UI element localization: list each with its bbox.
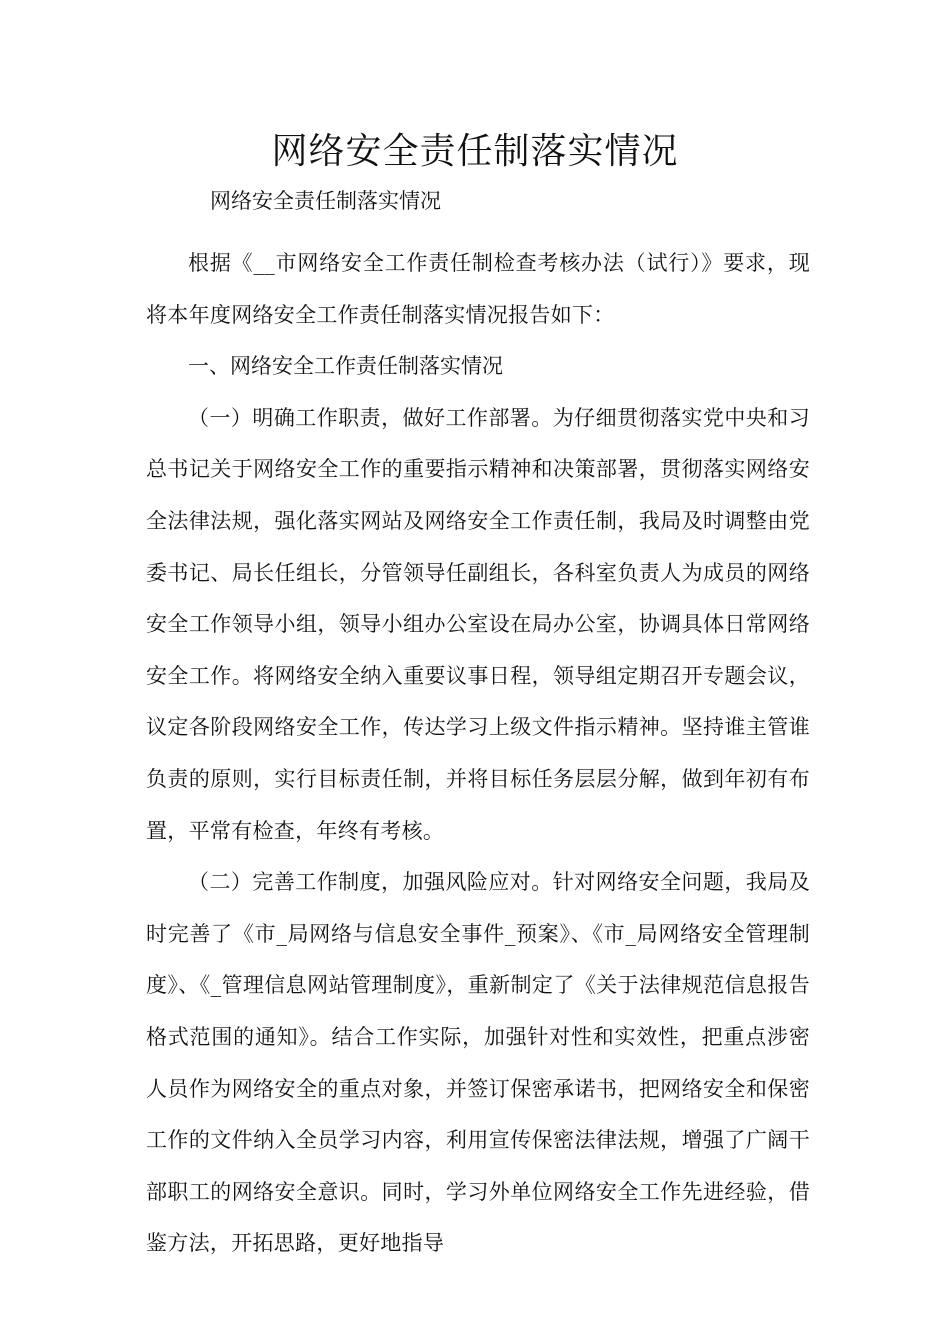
- document-body: [146, 184, 810, 1270]
- paragraph-1: （一）明确工作职责，做好工作部署。为仔细贯彻落实党中央和习总书记关于网络安全工作的重要指示精神和决策部署，贯彻落实网络安全法律法规，强化落实网站及网络安全工作责任制，我局及时调整由党委书记、局长任组长，分管领导任副组长，各科室负责人为成员的网络安全工作领导小组，领导小组办公室设在局办公室，协调具体日常网络安全工作。将网络安全纳入重要议事日程，领导组定期召开专题会议，议定各阶段网络安全工作，传达学习上级文件指示精神。坚持谁主管谁负责的原则，实行目标责任制，并将目标任务层层分解，做到年初有布置，平常有检查，年终有考核。: [146, 405, 810, 843]
- intro-paragraph: 根据《__市网络安全工作责任制检查考核办法（试行）》要求，现将本年度网络安全工作责任制落实情况报告如下：: [146, 251, 810, 327]
- section-heading: 一、网络安全工作责任制落实情况: [188, 354, 503, 379]
- document-title: 网络安全责任制落实情况: [271, 131, 679, 172]
- paragraph-2: （二）完善工作制度，加强风险应对。针对网络安全问题，我局及时完善了《市_局网络与信息安全事件_预案》、《市_局网络安全管理制度》、《_管理信息网站管理制度》，重新制定了《关于法律规范信息报告格式范围的通知》。结合工作实际，加强针对性和实效性，把重点涉密人员作为网络安全的重点对象，并签订保密承诺书，把网络安全和保密工作的文件纳入全员学习内容，利用宣传保密法律法规，增强了广阔干部职工的网络安全意识。同时，学习外单位网络安全工作先进经验，借鉴方法，开拓思路，更好地指导: [146, 870, 810, 1256]
- document-subtitle: 网络安全责任制落实情况: [210, 189, 441, 213]
